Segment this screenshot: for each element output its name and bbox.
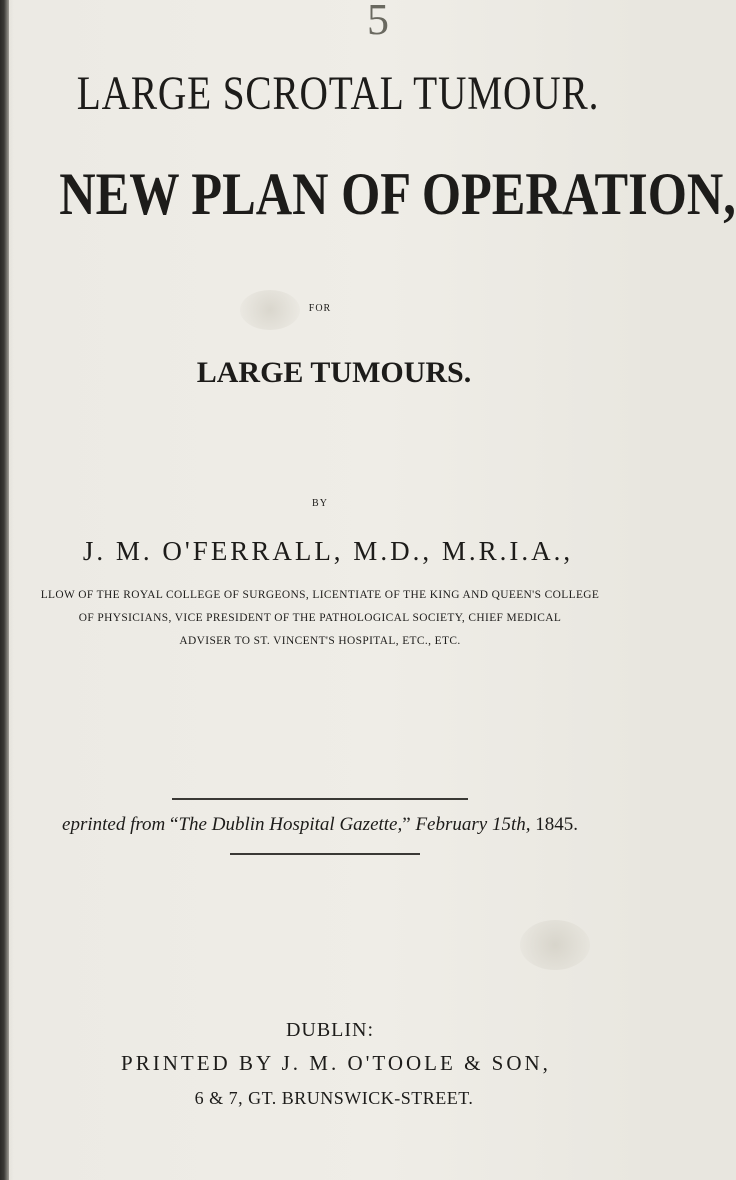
credentials-line: LLOW OF THE ROYAL COLLEGE OF SURGEONS, LICENTIATE OF THE KING AND QUEEN'S COLLEGE — [40, 589, 600, 601]
reprint-prefix: eprinted from — [62, 814, 166, 835]
reprint-month: February — [415, 814, 488, 835]
reprint-year: 1845. — [535, 814, 578, 835]
divider-rule — [172, 798, 468, 800]
corner-ink-mark: 5 — [367, 0, 389, 44]
reprint-day: 15th, — [491, 814, 531, 835]
author-credentials — [0, 584, 640, 653]
close-quote: ” — [402, 814, 411, 835]
author-name: J. M. O'FERRALL, M.D., M.R.I.A., — [82, 536, 574, 566]
by-label: BY — [312, 498, 328, 509]
reprint-notice — [0, 814, 640, 836]
imprint-address: 6 & 7, GT. BRUNSWICK-STREET. — [194, 1088, 474, 1108]
title-line-2: NEW PLAN OF OPERATION, — [59, 161, 736, 227]
credentials-line: ADVISER TO ST. VINCENT'S HOSPITAL, ETC., ETC. — [179, 635, 461, 647]
credentials-line: OF PHYSICIANS, VICE PRESIDENT OF THE PATHOLOGICAL SOCIETY, CHIEF MEDICAL — [78, 612, 562, 624]
for-label: FOR — [308, 303, 332, 314]
open-quote: “ — [170, 814, 179, 835]
journal-name: The Dublin Hospital Gazette, — [178, 814, 403, 835]
title-line-3: LARGE TUMOURS. — [196, 356, 472, 389]
imprint-printer: PRINTED BY J. M. O'TOOLE & SON, — [121, 1051, 551, 1075]
title-line-1: LARGE SCROTAL TUMOUR. — [76, 67, 600, 120]
paper-stain — [520, 920, 590, 970]
imprint-city: DUBLIN: — [285, 1019, 375, 1041]
divider-rule — [230, 853, 420, 855]
